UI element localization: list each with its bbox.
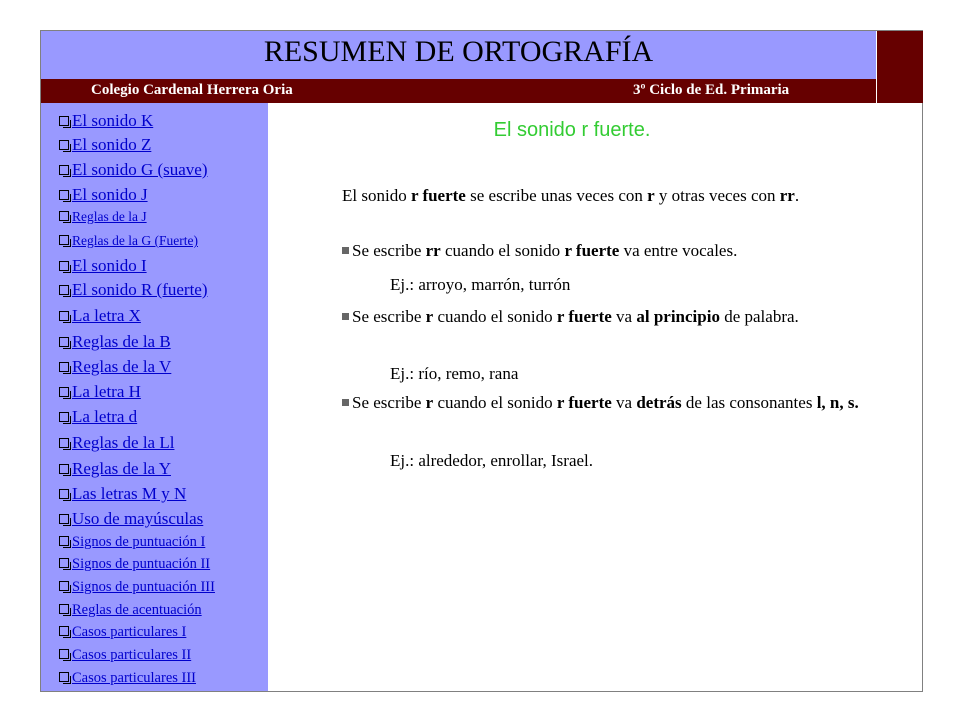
nav-link[interactable]: El sonido Z — [72, 135, 152, 154]
nav-item[interactable] — [59, 382, 141, 402]
checkbox-bullet-icon — [59, 165, 69, 175]
nav-item[interactable] — [59, 357, 171, 377]
checkbox-bullet-icon — [59, 190, 69, 200]
nav-item[interactable] — [59, 111, 153, 131]
nav-item[interactable] — [59, 280, 208, 300]
nav-link[interactable]: Reglas de la B — [72, 332, 171, 351]
nav-item[interactable] — [59, 209, 147, 225]
nav-link[interactable]: Reglas de la J — [72, 209, 147, 224]
nav-link[interactable]: Las letras M y N — [72, 484, 187, 503]
nav-link[interactable]: Signos de puntuación III — [72, 579, 215, 595]
nav-link[interactable]: Reglas de la G (Fuerte) — [72, 233, 198, 248]
nav-link[interactable]: Signos de puntuación I — [72, 534, 206, 550]
nav-link[interactable]: Casos particulares III — [72, 670, 197, 686]
nav-link[interactable]: Reglas de la Ll — [72, 433, 175, 452]
example-3: Ej.: alrededor, enrollar, Israel. — [390, 451, 594, 470]
nav-link[interactable]: Uso de mayúsculas — [72, 509, 204, 528]
checkbox-bullet-icon — [59, 464, 69, 474]
checkbox-bullet-icon — [59, 581, 69, 591]
nav-link[interactable]: Reglas de la V — [72, 357, 172, 376]
checkbox-bullet-icon — [59, 311, 69, 321]
nav-item[interactable] — [59, 670, 196, 687]
rule-r-after-consonants: Se escribe r cuando el sonido r fuerte va detrás de las consonantes l, n, s. — [342, 391, 888, 415]
nav-link[interactable]: El sonido I — [72, 256, 147, 275]
nav-item[interactable] — [59, 459, 171, 479]
nav-item[interactable] — [59, 160, 208, 180]
section-heading: El sonido r fuerte. — [493, 119, 651, 141]
square-bullet-icon — [342, 247, 349, 254]
nav-link[interactable]: La letra X — [72, 306, 141, 325]
example-2: Ej.: río, remo, rana — [390, 364, 519, 383]
checkbox-bullet-icon — [59, 672, 69, 682]
checkbox-bullet-icon — [59, 285, 69, 295]
rule-rr-between-vowels: Se escribe rr cuando el sonido r fuerte va entre vocales. — [342, 239, 888, 263]
nav-item[interactable] — [59, 579, 215, 596]
school-name: Colegio Cardenal Herrera Oria — [91, 82, 293, 98]
checkbox-bullet-icon — [59, 514, 69, 524]
nav-link[interactable]: Reglas de acentuación — [72, 602, 202, 618]
nav-item[interactable] — [59, 509, 203, 529]
checkbox-bullet-icon — [59, 438, 69, 448]
checkbox-bullet-icon — [59, 626, 69, 636]
checkbox-bullet-icon — [59, 558, 69, 568]
nav-item[interactable] — [59, 256, 147, 276]
square-bullet-icon — [342, 313, 349, 320]
example-1: Ej.: arroyo, marrón, turrón — [390, 275, 571, 294]
cycle-label: 3º Ciclo de Ed. Primaria — [633, 82, 790, 98]
nav-item[interactable] — [59, 556, 210, 573]
nav-link[interactable]: La letra d — [72, 407, 138, 426]
checkbox-bullet-icon — [59, 116, 69, 126]
checkbox-bullet-icon — [59, 604, 69, 614]
checkbox-bullet-icon — [59, 489, 69, 499]
intro-paragraph: El sonido r fuerte se escribe unas veces con r y otras veces con rr. — [342, 186, 800, 205]
nav-item[interactable] — [59, 306, 141, 326]
checkbox-bullet-icon — [59, 235, 69, 245]
nav-item[interactable] — [59, 433, 174, 453]
checkbox-bullet-icon — [59, 412, 69, 422]
nav-item[interactable] — [59, 135, 151, 155]
main-content — [268, 103, 876, 691]
nav-link[interactable]: Casos particulares I — [72, 624, 187, 640]
nav-item[interactable] — [59, 233, 198, 249]
corner-decoration — [877, 31, 923, 103]
nav-item[interactable] — [59, 624, 186, 641]
nav-item[interactable] — [59, 647, 191, 664]
checkbox-bullet-icon — [59, 261, 69, 271]
checkbox-bullet-icon — [59, 362, 69, 372]
nav-link[interactable]: El sonido G (suave) — [72, 160, 208, 179]
nav-item[interactable] — [59, 484, 186, 504]
checkbox-bullet-icon — [59, 536, 69, 546]
sidebar-nav — [41, 103, 268, 691]
nav-link[interactable]: Reglas de la Y — [72, 459, 171, 478]
nav-item[interactable] — [59, 407, 137, 427]
slide — [40, 30, 923, 692]
nav-item[interactable] — [59, 534, 205, 551]
checkbox-bullet-icon — [59, 649, 69, 659]
nav-link[interactable]: Signos de puntuación II — [72, 556, 211, 572]
rule-r-at-start: Se escribe r cuando el sonido r fuerte va al principio de palabra. — [342, 305, 888, 329]
nav-link[interactable]: El sonido R (fuerte) — [72, 280, 208, 299]
nav-link[interactable]: Casos particulares II — [72, 647, 192, 663]
nav-item[interactable] — [59, 185, 148, 205]
nav-link[interactable]: El sonido K — [72, 111, 154, 130]
square-bullet-icon — [342, 399, 349, 406]
checkbox-bullet-icon — [59, 337, 69, 347]
title-bar — [41, 31, 876, 79]
page-title: RESUMEN DE ORTOGRAFÍA — [263, 35, 654, 68]
subtitle-bar — [41, 79, 876, 103]
checkbox-bullet-icon — [59, 140, 69, 150]
nav-link[interactable]: La letra H — [72, 382, 141, 401]
nav-item[interactable] — [59, 602, 202, 619]
nav-item[interactable] — [59, 332, 171, 352]
checkbox-bullet-icon — [59, 211, 69, 221]
nav-link[interactable]: El sonido J — [72, 185, 148, 204]
checkbox-bullet-icon — [59, 387, 69, 397]
